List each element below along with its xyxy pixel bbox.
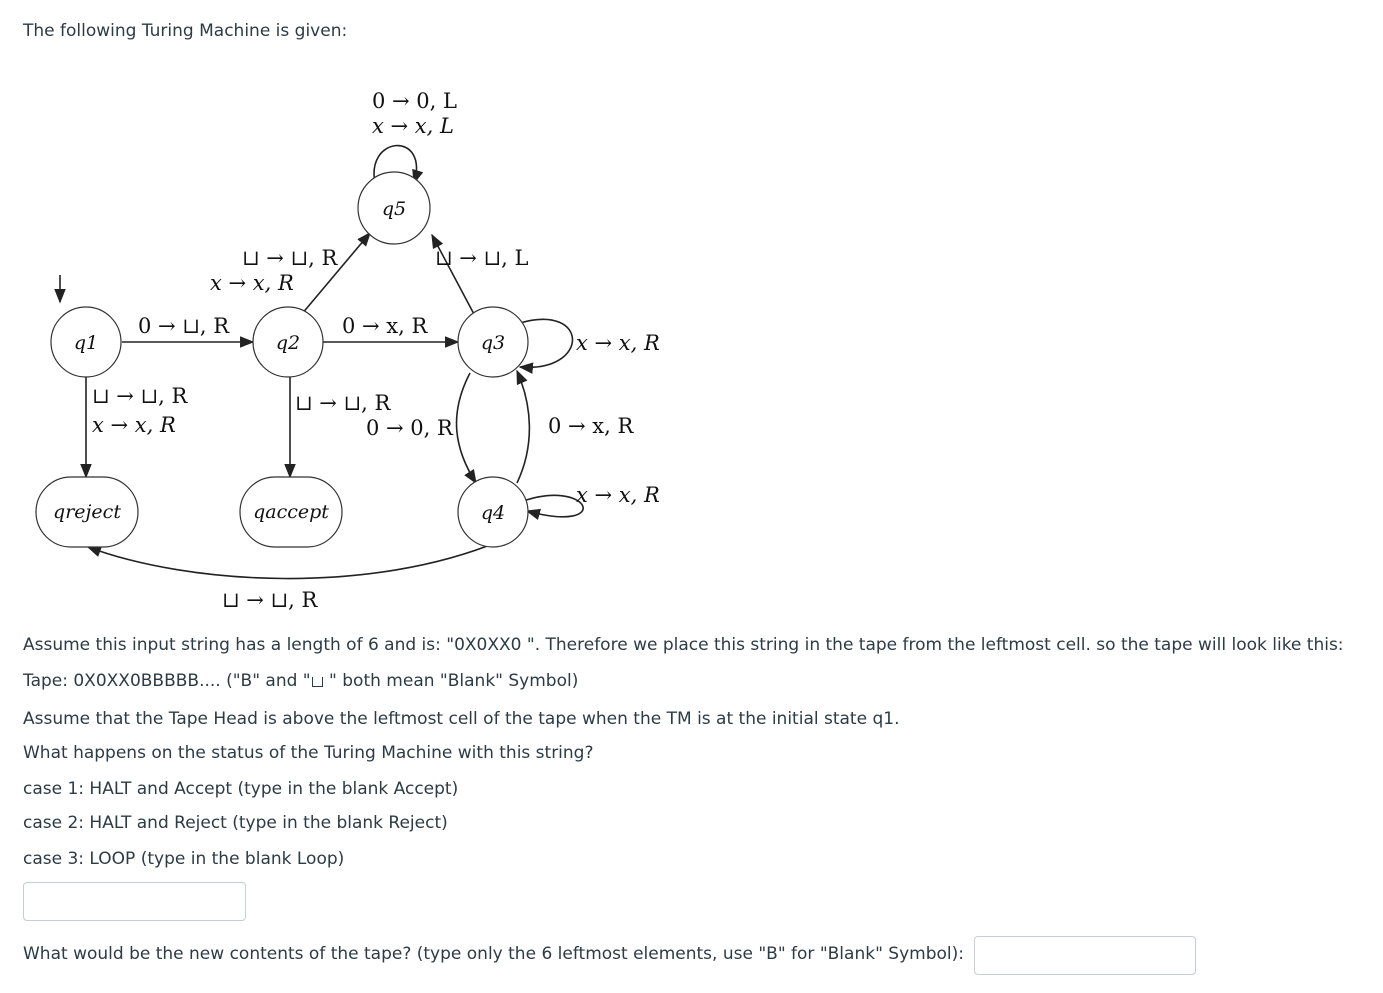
case-1-text: case 1: HALT and Accept (type in the blank Accept) <box>23 779 459 799</box>
label-q3-q5: ⊔ → ⊔, L <box>435 246 529 270</box>
state-qaccept <box>240 477 342 547</box>
paragraph-input-string: Assume this input string has a length of 6 and is: "0X0XX0 ". Therefore we place this string in the tape from the leftmost cell. so the tape will look like this: <box>23 635 1344 655</box>
label-q1-reject-2: x → x, R <box>92 413 176 437</box>
label-q3-loop: x → x, R <box>576 331 660 355</box>
state-q2-label: q2 <box>275 332 301 354</box>
state-q5-label: q5 <box>381 198 407 220</box>
state-q1 <box>51 307 121 377</box>
label-q4-reject: ⊔ → ⊔, R <box>222 588 318 612</box>
paragraph-tape-head: Assume that the Tape Head is above the leftmost cell of the tape when the TM is at the initial state q1. <box>23 709 900 729</box>
tape-answer-input[interactable] <box>974 936 1196 975</box>
label-q5-loop-1: 0 → 0, L <box>372 89 457 113</box>
state-qaccept-label: qaccept <box>253 501 329 523</box>
state-qreject <box>36 477 138 547</box>
case-2-text: case 2: HALT and Reject (type in the blank Reject) <box>23 813 448 833</box>
state-q3-label: q3 <box>480 332 506 354</box>
transition-labels <box>92 89 660 612</box>
paragraph-tape <box>23 670 578 692</box>
label-q5-loop-2: x → x, L <box>372 114 454 138</box>
state-q1-label: q1 <box>73 332 99 354</box>
tape-text-after: " both mean "Blank" Symbol) <box>323 671 579 691</box>
label-q1-q2: 0 → ⊔, R <box>138 314 230 338</box>
state-q4 <box>458 477 528 547</box>
turing-machine-diagram <box>30 75 690 635</box>
intro-text: The following Turing Machine is given: <box>23 21 348 41</box>
label-q2-accept-1: ⊔ → ⊔, R <box>295 391 391 415</box>
status-answer-input[interactable] <box>23 882 246 921</box>
label-q1-reject-1: ⊔ → ⊔, R <box>92 384 188 408</box>
label-q2-accept-2: 0 → 0, R <box>366 416 453 440</box>
state-qreject-label: qreject <box>53 501 121 523</box>
paragraph-question: What happens on the status of the Turing Machine with this string? <box>23 743 594 763</box>
state-q5 <box>358 172 430 244</box>
state-q4-label: q4 <box>480 502 506 524</box>
edge-q4-q3 <box>517 371 529 483</box>
label-q3-q4: 0 → x, R <box>548 414 634 438</box>
state-q2 <box>253 307 323 377</box>
label-q2-q5-1: ⊔ → ⊔, R <box>242 246 338 270</box>
case-3-text: case 3: LOOP (type in the blank Loop) <box>23 849 345 869</box>
label-q2-q5-2: x → x, R <box>210 271 294 295</box>
label-q4-loop: x → x, R <box>576 483 660 507</box>
question-tape-contents: What would be the new contents of the tape? (type only the 6 leftmost elements, use "B" for "Blank" Symbol): <box>23 944 964 964</box>
blank-symbol-icon <box>312 677 323 687</box>
label-q2-q3: 0 → x, R <box>342 314 428 338</box>
edge-q3-q4 <box>457 373 476 483</box>
state-q3 <box>458 307 528 377</box>
tape-text-before: Tape: 0X0XX0BBBBB.... ("B" and " <box>23 671 311 691</box>
